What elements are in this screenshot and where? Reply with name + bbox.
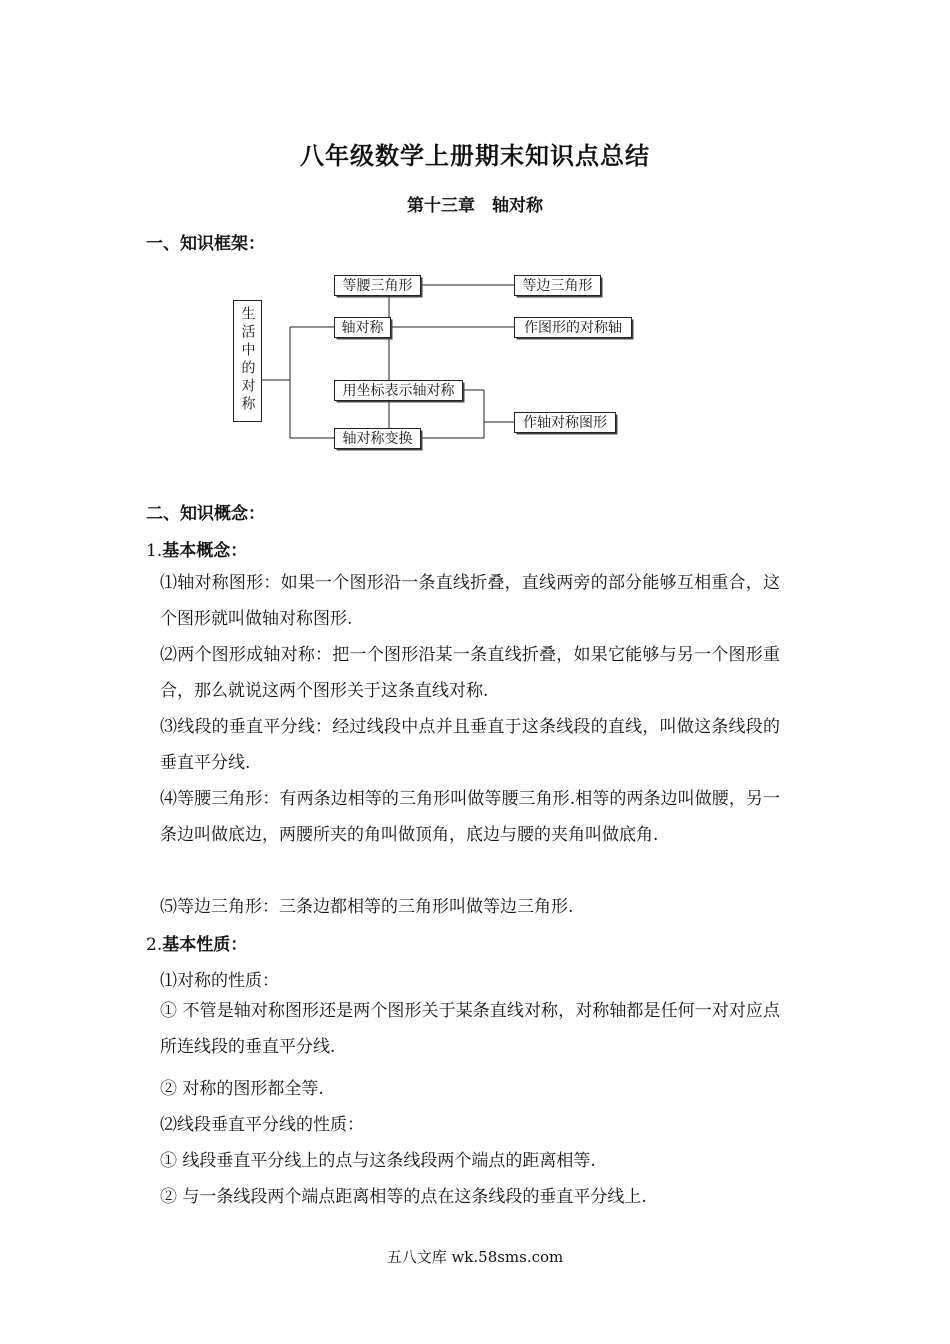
concept-item-2: ⑵两个图形成轴对称：把一个图形沿某一条直线折叠，如果它能够与另一个图形重合，那么就说这两个图形关于这条直线对称.: [160, 645, 780, 701]
symmetry-properties-title: ⑴对称的性质：: [160, 971, 279, 991]
section-knowledge-concepts: 二、知识概念：: [146, 504, 265, 524]
page-title: 八年级数学上册期末知识点总结: [300, 142, 650, 170]
framework-diagram: [0, 0, 950, 470]
perpendicular-bisector-title: ⑵线段垂直平分线的性质：: [160, 1115, 364, 1135]
symmetry-property-1: ① 不管是轴对称图形还是两个图形关于某条直线对称，对称轴都是任何一对对应点所连线段的垂直平分线.: [160, 1001, 780, 1057]
page-footer: 五八文库 wk.58sms.com: [386, 1248, 564, 1266]
perpendicular-bisector-property-1: ① 线段垂直平分线上的点与这条线段两个端点的距离相等.: [160, 1151, 596, 1171]
concept-item-3: ⑶线段的垂直平分线：经过线段中点并且垂直于这条线段的直线，叫做这条线段的垂直平分线.: [160, 717, 780, 773]
basic-properties-num: 2.: [146, 935, 163, 955]
section-knowledge-framework: 一、知识框架：: [146, 234, 265, 254]
node-coordinate-symmetry: 用坐标表示轴对称: [342, 383, 455, 399]
symmetry-property-2: ② 对称的图形都全等.: [160, 1079, 324, 1099]
root-label: 生活中的对称: [239, 306, 256, 414]
basic-concepts-heading: [146, 536, 247, 561]
node-draw-symmetric-figure: 作轴对称图形: [523, 415, 607, 431]
perpendicular-bisector-property-2: ② 与一条线段两个端点距离相等的点在这条线段的垂直平分线上.: [160, 1187, 647, 1207]
concept-item-1: ⑴轴对称图形：如果一个图形沿一条直线折叠，直线两旁的部分能够互相重合，这个图形就叫做轴对称图形.: [160, 573, 780, 629]
basic-properties-label: 基本性质：: [162, 935, 248, 955]
node-draw-axis: 作图形的对称轴: [524, 320, 622, 336]
basic-concepts-num: 1.: [146, 541, 163, 561]
node-symmetry-transform: 轴对称变换: [342, 431, 413, 447]
node-equilateral-triangle: 等边三角形: [522, 278, 593, 294]
concept-item-4: ⑷等腰三角形：有两条边相等的三角形叫做等腰三角形.相等的两条边叫做腰，另一条边叫做底边，两腰所夹的角叫做顶角，底边与腰的夹角叫做底角.: [160, 789, 780, 845]
basic-properties-heading: [146, 930, 247, 955]
concept-item-5: ⑸等边三角形：三条边都相等的三角形叫做等边三角形.: [160, 897, 574, 917]
chapter-title: 第十三章 轴对称: [407, 196, 543, 216]
node-axial-symmetry: 轴对称: [341, 320, 384, 336]
basic-concepts-label: 基本概念：: [162, 541, 248, 561]
node-isosceles-triangle: 等腰三角形: [342, 278, 413, 294]
